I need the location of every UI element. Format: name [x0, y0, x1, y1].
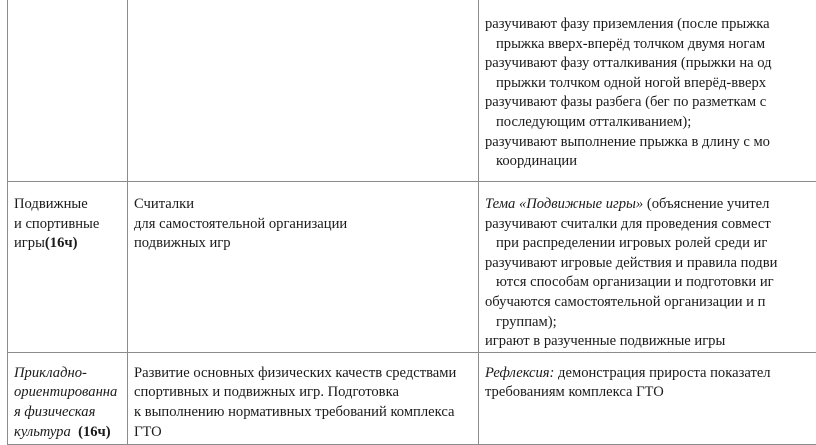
content-line: Развитие основных физических качеств средствами	[134, 364, 472, 384]
section-title: ориентированна	[14, 383, 121, 403]
activities-cell	[479, 0, 816, 182]
section-title-text: игры	[14, 235, 45, 251]
theme-title: Тема «Подвижные игры»	[485, 196, 643, 212]
content-line: подвижных игр	[134, 234, 472, 254]
activity-line: координации	[485, 152, 816, 172]
activity-line: обучаются самостоятельной организации и п	[485, 293, 816, 313]
activities-cell	[479, 352, 816, 444]
curriculum-table	[7, 0, 816, 445]
section-title	[14, 234, 121, 254]
section-cell	[8, 352, 128, 444]
activity-line: требованиям комплекса ГТО	[485, 383, 816, 403]
activity-line: разучивают фазу отталкивания (прыжки на од	[485, 54, 816, 74]
theme-line	[485, 195, 816, 215]
section-cell	[8, 182, 128, 353]
section-title: я физическая	[14, 403, 121, 423]
content-cell	[128, 182, 479, 353]
content-cell	[128, 0, 479, 182]
section-title-text: культура	[14, 424, 71, 440]
reflection-title: Рефлексия:	[485, 365, 554, 381]
theme-description: (объяснение учител	[643, 196, 769, 212]
section-hours: (16ч)	[45, 235, 78, 251]
activity-line: разучивают считалки для проведения совмест	[485, 215, 816, 235]
section-title: Прикладно-	[14, 364, 121, 384]
table-row	[8, 182, 816, 353]
activity-line: при распределении игровых ролей среди иг	[485, 234, 816, 254]
activity-line: группам);	[485, 313, 816, 333]
activity-line: прыжка вверх-вперёд толчком двумя ногам	[485, 35, 816, 55]
table-row	[8, 0, 816, 182]
content-line: к выполнению нормативных требований комплекса	[134, 403, 472, 423]
content-line: спортивных и подвижных игр. Подготовка	[134, 383, 472, 403]
activity-line: играют в разученные подвижные игры	[485, 332, 816, 352]
activity-line: разучивают фазы разбега (бег по разметкам с	[485, 93, 816, 113]
section-hours: (16ч)	[78, 424, 111, 440]
reflection-line	[485, 364, 816, 384]
content-line: для самостоятельной организации	[134, 215, 472, 235]
activities-cell	[479, 182, 816, 353]
activity-line: ются способам организации и подготовки иг	[485, 273, 816, 293]
activity-line: разучивают фазу приземления (после прыжка	[485, 15, 816, 35]
content-cell	[128, 352, 479, 444]
content-line: Считалки	[134, 195, 472, 215]
section-title: и спортивные	[14, 215, 121, 235]
activity-line: прыжки толчком одной ногой вперёд-вверх	[485, 74, 816, 94]
activity-line: разучивают игровые действия и правила подви	[485, 254, 816, 274]
table-row	[8, 352, 816, 444]
section-title: Подвижные	[14, 195, 121, 215]
section-title	[14, 423, 121, 443]
activity-line: последующим отталкиванием);	[485, 113, 816, 133]
activity-line: разучивают выполнение прыжка в длину с мо	[485, 133, 816, 153]
section-cell	[8, 0, 128, 182]
reflection-description: демонстрация прироста показател	[554, 365, 770, 381]
content-line: ГТО	[134, 423, 472, 443]
